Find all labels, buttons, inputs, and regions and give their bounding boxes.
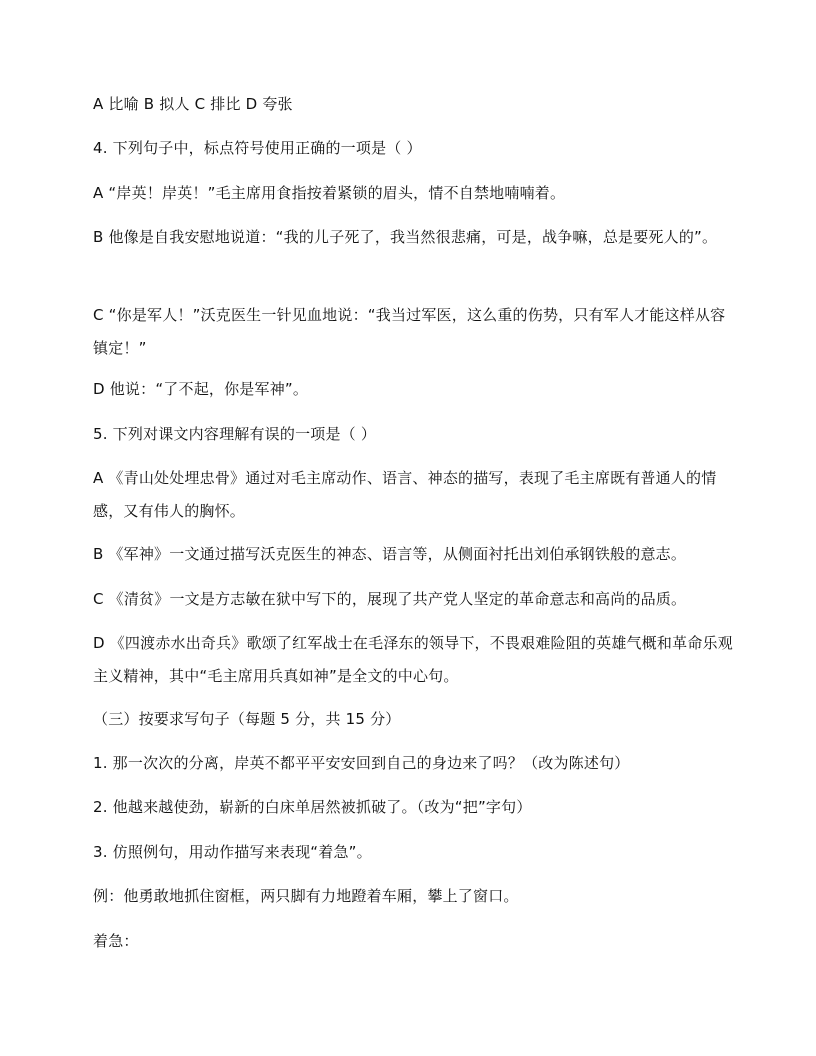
- section-three-heading: （三）按要求写句子（每题 5 分，共 15 分）: [93, 710, 401, 728]
- question-4-option-d: D 他说：“了不起，你是军神”。: [93, 380, 309, 398]
- question-4-stem: 4. 下列句子中，标点符号使用正确的一项是（ ）: [93, 139, 422, 157]
- question-4-option-c: C “你是军人！”沃克医生一针见血地说：“我当过军医，这么重的伤势，只有军人才能这样从容镇定！”: [93, 306, 726, 357]
- question-5-option-c: C 《清贫》一文是方志敏在狱中写下的，展现了共产党人坚定的革命意志和高尚的品质。: [93, 590, 687, 608]
- example-sentence: 例：他勇敢地抓住窗框，两只脚有力地蹬着车厢，攀上了窗口。: [93, 887, 519, 905]
- question-5-option-b: B 《军神》一文通过描写沃克医生的神态、语言等，从侧面衬托出刘伯承钢铁般的意志。: [93, 545, 687, 563]
- question-5-stem: 5. 下列对课文内容理解有误的一项是（ ）: [93, 425, 377, 443]
- question-5-option-d: D 《四渡赤水出奇兵》歌颂了红军战士在毛泽东的领导下，不畏艰难险阻的英雄气概和革命乐观主义精神，其中“毛主席用兵真如神”是全文的中心句。: [93, 634, 733, 685]
- sentence-task-2: 2. 他越来越使劲，崭新的白床单居然被抓破了。（改为“把”字句）: [93, 798, 532, 816]
- question-4-option-b: B 他像是自我安慰地说道：“我的儿子死了，我当然很悲痛，可是，战争嘛，总是要死人的”。: [93, 228, 718, 246]
- question-5-option-a: A 《青山处处埋忠骨》通过对毛主席动作、语言、神态的描写，表现了毛主席既有普通人的情感，又有伟人的胸怀。: [93, 469, 717, 520]
- sentence-task-3: 3. 仿照例句，用动作描写来表现“着急”。: [93, 843, 372, 861]
- sentence-task-1: 1. 那一次次的分离，岸英不都平平安安回到自己的身边来了吗？（改为陈述句）: [93, 754, 630, 772]
- question-3-options: A 比喻 B 拟人 C 排比 D 夸张: [93, 95, 293, 113]
- question-4-option-a: A “岸英！岸英！”毛主席用食指按着紧锁的眉头，情不自禁地喃喃着。: [93, 184, 566, 202]
- answer-prompt: 着急：: [93, 932, 139, 950]
